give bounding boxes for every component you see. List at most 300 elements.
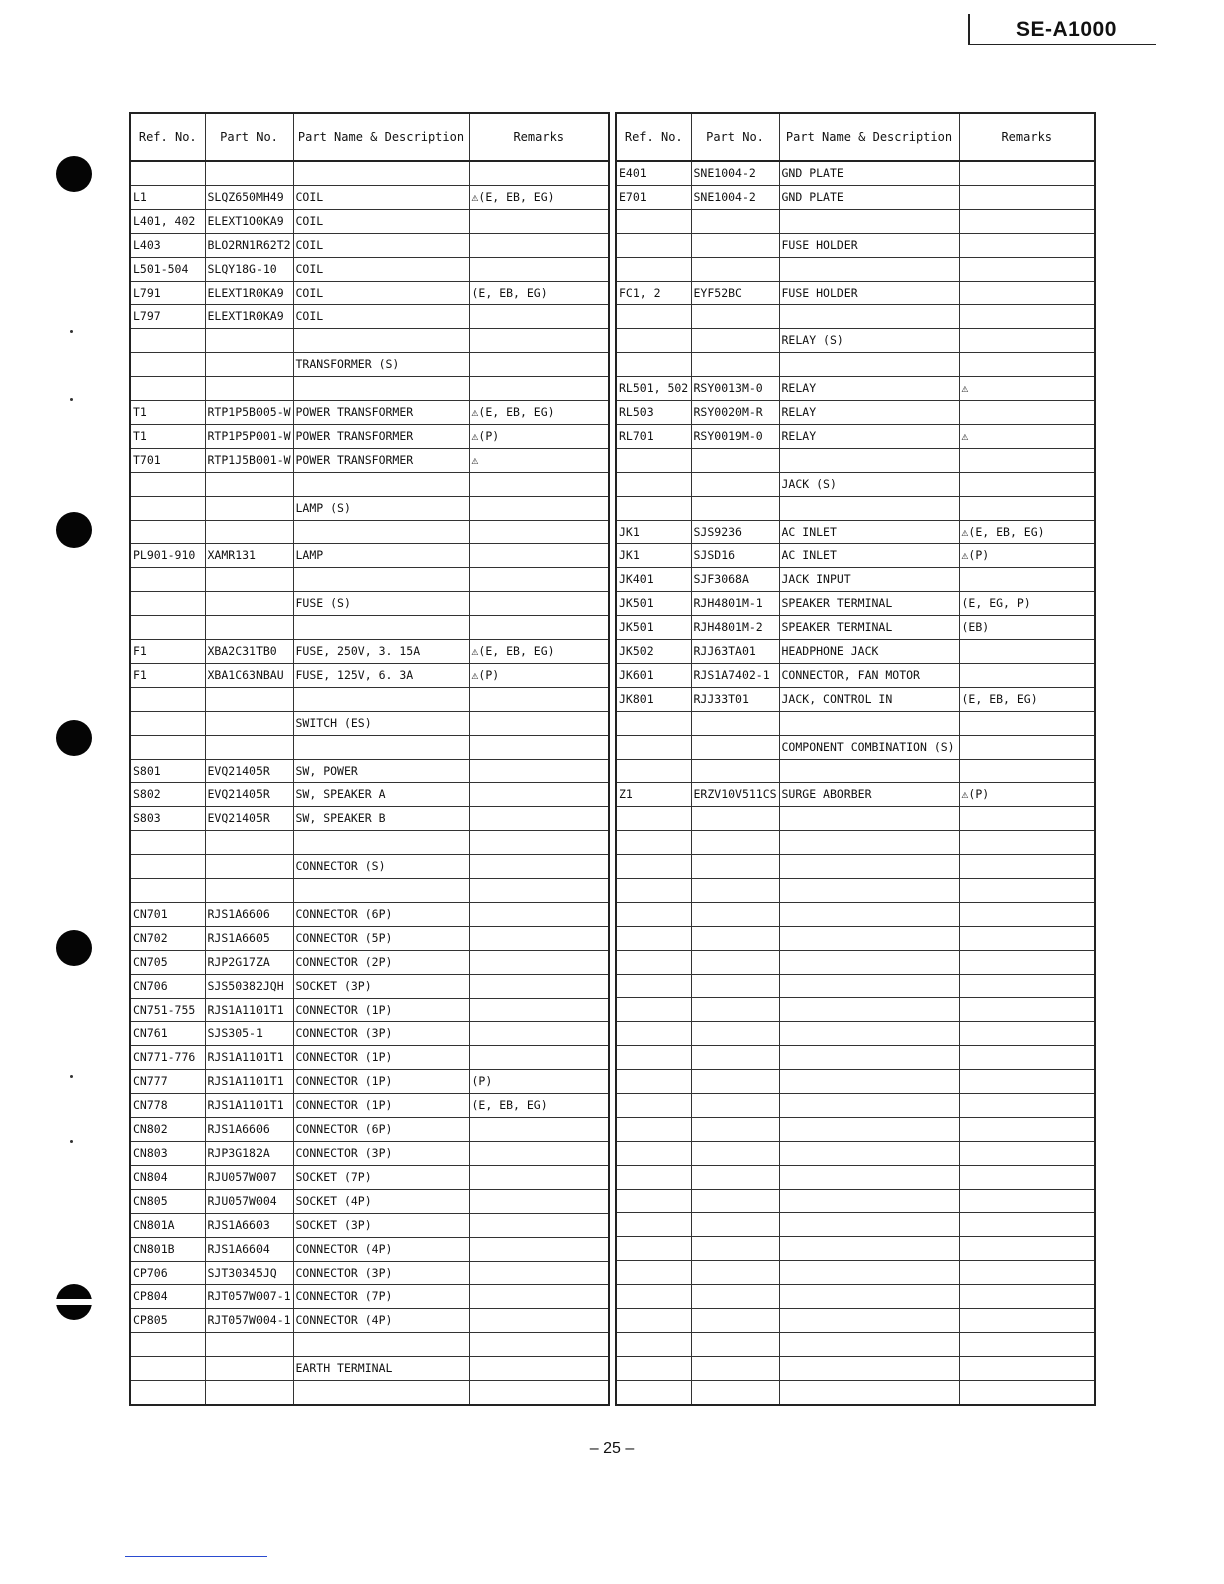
part-name-cell xyxy=(779,448,959,472)
remarks-cell xyxy=(959,711,1095,735)
part-no-cell xyxy=(691,353,779,377)
part-name-cell: FUSE (S) xyxy=(293,592,469,616)
part-name-cell xyxy=(779,926,959,950)
remarks-cell xyxy=(469,1189,609,1213)
table-row xyxy=(130,735,609,759)
part-no-cell: RJJ33T01 xyxy=(691,687,779,711)
remarks-cell: ⚠(E, EB, EG) xyxy=(469,401,609,425)
ref-no-cell: F1 xyxy=(130,663,205,687)
part-name-cell: POWER TRANSFORMER xyxy=(293,424,469,448)
table-row xyxy=(616,1046,1095,1070)
table-row xyxy=(616,1380,1095,1404)
part-no-cell xyxy=(691,759,779,783)
remarks-cell xyxy=(469,1118,609,1142)
ref-no-cell xyxy=(616,879,691,903)
table-row xyxy=(616,831,1095,855)
part-no-cell xyxy=(691,1309,779,1333)
ref-no-cell xyxy=(616,1117,691,1141)
ref-no-cell: CN778 xyxy=(130,1094,205,1118)
part-no-cell xyxy=(205,377,293,401)
table-row xyxy=(616,926,1095,950)
ref-no-cell xyxy=(616,1237,691,1261)
part-name-cell: CONNECTOR (4P) xyxy=(293,1237,469,1261)
part-name-cell xyxy=(779,1094,959,1118)
remarks-cell xyxy=(959,831,1095,855)
part-name-cell: CONNECTOR (4P) xyxy=(293,1309,469,1333)
table-row xyxy=(616,1237,1095,1261)
part-name-cell: SOCKET (7P) xyxy=(293,1165,469,1189)
part-name-cell: CONNECTOR, FAN MOTOR xyxy=(779,663,959,687)
part-no-cell xyxy=(691,1332,779,1356)
part-name-cell xyxy=(779,1046,959,1070)
table-row xyxy=(616,1285,1095,1309)
table-row xyxy=(616,161,1095,185)
ref-no-cell: L401, 402 xyxy=(130,209,205,233)
remarks-cell xyxy=(959,855,1095,879)
table-row xyxy=(616,1356,1095,1380)
table-header-row xyxy=(130,113,609,161)
remarks-cell xyxy=(469,1022,609,1046)
remarks-cell xyxy=(959,950,1095,974)
part-no-cell: SNE1004-2 xyxy=(691,161,779,185)
ref-no-cell: JK501 xyxy=(616,592,691,616)
scan-speck xyxy=(70,1075,73,1078)
ref-no-cell xyxy=(616,831,691,855)
part-no-cell xyxy=(205,711,293,735)
part-no-cell: ELEXT1R0KA9 xyxy=(205,281,293,305)
part-no-cell xyxy=(691,496,779,520)
parts-table-right xyxy=(615,112,1096,1406)
part-no-cell xyxy=(691,950,779,974)
part-no-cell: RJS1A6606 xyxy=(205,1118,293,1142)
part-name-cell: COIL xyxy=(293,233,469,257)
table-row xyxy=(130,1357,609,1381)
part-no-cell: RJP2G17ZA xyxy=(205,950,293,974)
remarks-cell xyxy=(959,401,1095,425)
ref-no-cell xyxy=(616,1141,691,1165)
part-no-cell xyxy=(205,831,293,855)
table-row xyxy=(130,377,609,401)
part-name-cell xyxy=(779,209,959,233)
part-no-cell xyxy=(691,257,779,281)
part-no-cell: XAMR131 xyxy=(205,544,293,568)
ref-no-cell: CN802 xyxy=(130,1118,205,1142)
remarks-cell xyxy=(469,998,609,1022)
table-row xyxy=(616,663,1095,687)
table-row xyxy=(130,161,609,185)
part-name-cell: RELAY xyxy=(779,424,959,448)
ref-no-cell xyxy=(130,1333,205,1357)
part-name-cell: EARTH TERMINAL xyxy=(293,1357,469,1381)
table-row xyxy=(616,1261,1095,1285)
table-row xyxy=(130,424,609,448)
part-no-cell: RSY0019M-0 xyxy=(691,424,779,448)
part-no-cell: RJH4801M-2 xyxy=(691,616,779,640)
part-name-cell xyxy=(293,329,469,353)
part-no-cell: RJS1A1101T1 xyxy=(205,998,293,1022)
remarks-cell xyxy=(959,902,1095,926)
table-row xyxy=(130,663,609,687)
table-row xyxy=(616,640,1095,664)
part-name-cell: RELAY (S) xyxy=(779,329,959,353)
ref-no-cell xyxy=(616,257,691,281)
ref-no-cell xyxy=(130,161,205,185)
part-no-cell xyxy=(691,1261,779,1285)
ref-no-cell: RL501, 502 xyxy=(616,377,691,401)
ref-no-cell: CN705 xyxy=(130,950,205,974)
part-name-cell xyxy=(779,1237,959,1261)
table-row xyxy=(130,1118,609,1142)
part-name-cell: CONNECTOR (S) xyxy=(293,855,469,879)
part-no-cell xyxy=(691,711,779,735)
part-name-cell: SW, SPEAKER A xyxy=(293,783,469,807)
remarks-cell xyxy=(959,161,1095,185)
part-name-cell xyxy=(293,472,469,496)
ref-no-cell xyxy=(616,1094,691,1118)
col-header-remarks: Remarks xyxy=(469,113,609,161)
remarks-cell xyxy=(959,1356,1095,1380)
table-row xyxy=(616,879,1095,903)
ref-no-cell xyxy=(616,448,691,472)
part-name-cell: JACK, CONTROL IN xyxy=(779,687,959,711)
part-no-cell: SJSD16 xyxy=(691,544,779,568)
part-name-cell: SW, POWER xyxy=(293,759,469,783)
table-row xyxy=(130,353,609,377)
table-row xyxy=(616,424,1095,448)
table-row xyxy=(130,1141,609,1165)
part-no-cell: EVQ21405R xyxy=(205,759,293,783)
remarks-cell xyxy=(469,879,609,903)
remarks-cell: (E, EB, EG) xyxy=(469,281,609,305)
remarks-cell xyxy=(959,1261,1095,1285)
ref-no-cell xyxy=(130,855,205,879)
ref-no-cell: CN751-755 xyxy=(130,998,205,1022)
ref-no-cell xyxy=(616,735,691,759)
ref-no-cell: L501-504 xyxy=(130,257,205,281)
table-row xyxy=(130,616,609,640)
part-name-cell: SURGE ABORBER xyxy=(779,783,959,807)
part-name-cell xyxy=(779,1189,959,1213)
table-row xyxy=(130,1046,609,1070)
table-row xyxy=(616,616,1095,640)
part-name-cell: CONNECTOR (3P) xyxy=(293,1141,469,1165)
ref-no-cell xyxy=(616,472,691,496)
table-row xyxy=(616,568,1095,592)
remarks-cell xyxy=(469,161,609,185)
part-no-cell: RJS1A1101T1 xyxy=(205,1046,293,1070)
part-no-cell: SJS50382JQH xyxy=(205,974,293,998)
binder-hole xyxy=(56,1284,92,1320)
page-number: – 25 – xyxy=(589,1440,635,1457)
part-no-cell xyxy=(691,448,779,472)
remarks-cell xyxy=(469,1261,609,1285)
part-no-cell xyxy=(205,1381,293,1405)
remarks-cell xyxy=(959,1165,1095,1189)
remarks-cell xyxy=(469,520,609,544)
part-name-cell xyxy=(293,879,469,903)
remarks-cell xyxy=(469,831,609,855)
table-row xyxy=(616,1213,1095,1237)
footer-rule xyxy=(125,1556,267,1557)
table-row xyxy=(616,353,1095,377)
ref-no-cell: FC1, 2 xyxy=(616,281,691,305)
ref-no-cell: JK501 xyxy=(616,616,691,640)
part-name-cell: FUSE, 250V, 3. 15A xyxy=(293,640,469,664)
part-name-cell: SOCKET (3P) xyxy=(293,1213,469,1237)
part-no-cell xyxy=(691,1213,779,1237)
ref-no-cell xyxy=(616,902,691,926)
table-row xyxy=(616,998,1095,1022)
part-name-cell xyxy=(293,735,469,759)
part-no-cell: RJU057W004 xyxy=(205,1189,293,1213)
part-no-cell xyxy=(691,735,779,759)
remarks-cell xyxy=(469,353,609,377)
part-no-cell xyxy=(205,879,293,903)
table-row xyxy=(130,209,609,233)
ref-no-cell xyxy=(130,879,205,903)
ref-no-cell: CN803 xyxy=(130,1141,205,1165)
part-no-cell: RJS1A6606 xyxy=(205,902,293,926)
table-row xyxy=(616,185,1095,209)
part-name-cell: GND PLATE xyxy=(779,185,959,209)
part-no-cell xyxy=(691,1237,779,1261)
table-row xyxy=(130,329,609,353)
part-name-cell xyxy=(779,807,959,831)
table-row xyxy=(130,998,609,1022)
part-no-cell xyxy=(205,1333,293,1357)
remarks-cell: ⚠(P) xyxy=(469,424,609,448)
table-row xyxy=(616,592,1095,616)
ref-no-cell: CN761 xyxy=(130,1022,205,1046)
remarks-cell: ⚠(E, EB, EG) xyxy=(469,640,609,664)
parts-table-left xyxy=(129,112,610,1406)
table-row xyxy=(616,1022,1095,1046)
part-name-cell xyxy=(779,496,959,520)
part-no-cell: SJF3068A xyxy=(691,568,779,592)
part-no-cell: EYF52BC xyxy=(691,281,779,305)
ref-no-cell: CN706 xyxy=(130,974,205,998)
ref-no-cell xyxy=(130,687,205,711)
ref-no-cell xyxy=(616,209,691,233)
part-name-cell: JACK INPUT xyxy=(779,568,959,592)
part-no-cell xyxy=(691,974,779,998)
part-name-cell xyxy=(779,1332,959,1356)
part-no-cell: RJS1A7402-1 xyxy=(691,663,779,687)
parts-list-left xyxy=(130,161,609,1405)
remarks-cell: (E, EB, EG) xyxy=(469,1094,609,1118)
part-no-cell: BLO2RN1R62T2 xyxy=(205,233,293,257)
part-name-cell xyxy=(779,1070,959,1094)
part-no-cell: SLQZ650MH49 xyxy=(205,185,293,209)
part-no-cell: RJH4801M-1 xyxy=(691,592,779,616)
part-name-cell: CONNECTOR (1P) xyxy=(293,998,469,1022)
ref-no-cell: L1 xyxy=(130,185,205,209)
ref-no-cell xyxy=(130,520,205,544)
part-no-cell xyxy=(205,616,293,640)
part-name-cell: COIL xyxy=(293,305,469,329)
binder-hole xyxy=(56,930,92,966)
table-row xyxy=(616,496,1095,520)
part-name-cell xyxy=(779,257,959,281)
part-no-cell xyxy=(205,855,293,879)
col-header-part-name: Part Name & Description xyxy=(293,113,469,161)
ref-no-cell xyxy=(616,1380,691,1404)
remarks-cell xyxy=(469,377,609,401)
ref-no-cell xyxy=(616,1165,691,1189)
part-name-cell: HEADPHONE JACK xyxy=(779,640,959,664)
table-row xyxy=(130,496,609,520)
remarks-cell xyxy=(959,1380,1095,1404)
part-name-cell xyxy=(779,1309,959,1333)
remarks-cell xyxy=(469,1237,609,1261)
remarks-cell xyxy=(469,783,609,807)
remarks-cell xyxy=(959,1285,1095,1309)
remarks-cell xyxy=(469,1213,609,1237)
ref-no-cell xyxy=(616,233,691,257)
ref-no-cell: CN702 xyxy=(130,926,205,950)
remarks-cell xyxy=(959,1094,1095,1118)
part-no-cell: RJJ63TA01 xyxy=(691,640,779,664)
part-name-cell xyxy=(779,1141,959,1165)
table-row xyxy=(130,1189,609,1213)
part-no-cell xyxy=(205,687,293,711)
part-name-cell xyxy=(779,759,959,783)
part-name-cell xyxy=(779,902,959,926)
ref-no-cell: S801 xyxy=(130,759,205,783)
remarks-cell xyxy=(959,209,1095,233)
part-no-cell: RTP1P5P001-W xyxy=(205,424,293,448)
ref-no-cell xyxy=(616,998,691,1022)
part-name-cell: LAMP (S) xyxy=(293,496,469,520)
ref-no-cell xyxy=(130,496,205,520)
ref-no-cell xyxy=(616,496,691,520)
part-no-cell xyxy=(205,1357,293,1381)
part-name-cell: COIL xyxy=(293,209,469,233)
table-row xyxy=(130,472,609,496)
table-row xyxy=(130,401,609,425)
ref-no-cell: CN777 xyxy=(130,1070,205,1094)
remarks-cell xyxy=(469,472,609,496)
part-no-cell: RTP1P5B005-W xyxy=(205,401,293,425)
part-name-cell: SPEAKER TERMINAL xyxy=(779,616,959,640)
table-row xyxy=(130,1333,609,1357)
part-name-cell: SWITCH (ES) xyxy=(293,711,469,735)
ref-no-cell xyxy=(616,974,691,998)
binder-hole xyxy=(56,156,92,192)
remarks-cell xyxy=(959,759,1095,783)
part-no-cell xyxy=(691,1022,779,1046)
table-row xyxy=(616,544,1095,568)
remarks-cell: ⚠(P) xyxy=(469,663,609,687)
ref-no-cell xyxy=(616,950,691,974)
col-header-part-name: Part Name & Description xyxy=(779,113,959,161)
part-no-cell xyxy=(691,209,779,233)
ref-no-cell xyxy=(616,1332,691,1356)
ref-no-cell: JK601 xyxy=(616,663,691,687)
part-no-cell xyxy=(205,353,293,377)
part-no-cell: RJS1A6603 xyxy=(205,1213,293,1237)
table-row xyxy=(616,329,1095,353)
part-name-cell xyxy=(779,950,959,974)
remarks-cell xyxy=(469,807,609,831)
ref-no-cell xyxy=(130,1357,205,1381)
part-name-cell: COMPONENT COMBINATION (S) xyxy=(779,735,959,759)
remarks-cell xyxy=(959,257,1095,281)
part-name-cell: SOCKET (3P) xyxy=(293,974,469,998)
remarks-cell xyxy=(469,855,609,879)
table-row xyxy=(616,1070,1095,1094)
table-row xyxy=(130,1070,609,1094)
remarks-cell xyxy=(959,305,1095,329)
remarks-cell xyxy=(959,735,1095,759)
ref-no-cell xyxy=(616,1189,691,1213)
table-row xyxy=(130,1261,609,1285)
ref-no-cell xyxy=(130,831,205,855)
part-name-cell xyxy=(779,305,959,329)
remarks-cell xyxy=(959,807,1095,831)
remarks-cell xyxy=(469,1141,609,1165)
table-row xyxy=(130,1022,609,1046)
remarks-cell xyxy=(469,1357,609,1381)
remarks-cell xyxy=(469,209,609,233)
ref-no-cell: CP804 xyxy=(130,1285,205,1309)
part-name-cell: SW, SPEAKER B xyxy=(293,807,469,831)
remarks-cell xyxy=(469,592,609,616)
part-no-cell xyxy=(691,1165,779,1189)
ref-no-cell: S803 xyxy=(130,807,205,831)
table-row xyxy=(130,568,609,592)
part-name-cell xyxy=(779,974,959,998)
part-name-cell: AC INLET xyxy=(779,520,959,544)
table-row xyxy=(616,209,1095,233)
part-name-cell: POWER TRANSFORMER xyxy=(293,448,469,472)
remarks-cell: (E, EB, EG) xyxy=(959,687,1095,711)
part-no-cell: RJS1A6605 xyxy=(205,926,293,950)
remarks-cell xyxy=(469,496,609,520)
part-no-cell xyxy=(691,879,779,903)
remarks-cell xyxy=(959,496,1095,520)
part-no-cell xyxy=(691,1189,779,1213)
ref-no-cell: Z1 xyxy=(616,783,691,807)
remarks-cell xyxy=(959,1117,1095,1141)
ref-no-cell: E401 xyxy=(616,161,691,185)
part-name-cell: TRANSFORMER (S) xyxy=(293,353,469,377)
part-name-cell: JACK (S) xyxy=(779,472,959,496)
part-name-cell xyxy=(779,1261,959,1285)
table-row xyxy=(616,687,1095,711)
part-no-cell xyxy=(691,1094,779,1118)
part-no-cell xyxy=(691,807,779,831)
ref-no-cell: T1 xyxy=(130,424,205,448)
ref-no-cell: F1 xyxy=(130,640,205,664)
table-row xyxy=(130,185,609,209)
table-row xyxy=(130,783,609,807)
ref-no-cell xyxy=(616,855,691,879)
remarks-cell xyxy=(959,448,1095,472)
remarks-cell xyxy=(469,233,609,257)
ref-no-cell: JK801 xyxy=(616,687,691,711)
part-no-cell: RJU057W007 xyxy=(205,1165,293,1189)
remarks-cell xyxy=(469,1285,609,1309)
table-row xyxy=(616,783,1095,807)
table-row xyxy=(130,592,609,616)
part-no-cell xyxy=(691,926,779,950)
part-no-cell xyxy=(691,1046,779,1070)
table-row xyxy=(616,377,1095,401)
part-no-cell: RSY0013M-0 xyxy=(691,377,779,401)
part-name-cell xyxy=(293,568,469,592)
part-no-cell xyxy=(691,1117,779,1141)
